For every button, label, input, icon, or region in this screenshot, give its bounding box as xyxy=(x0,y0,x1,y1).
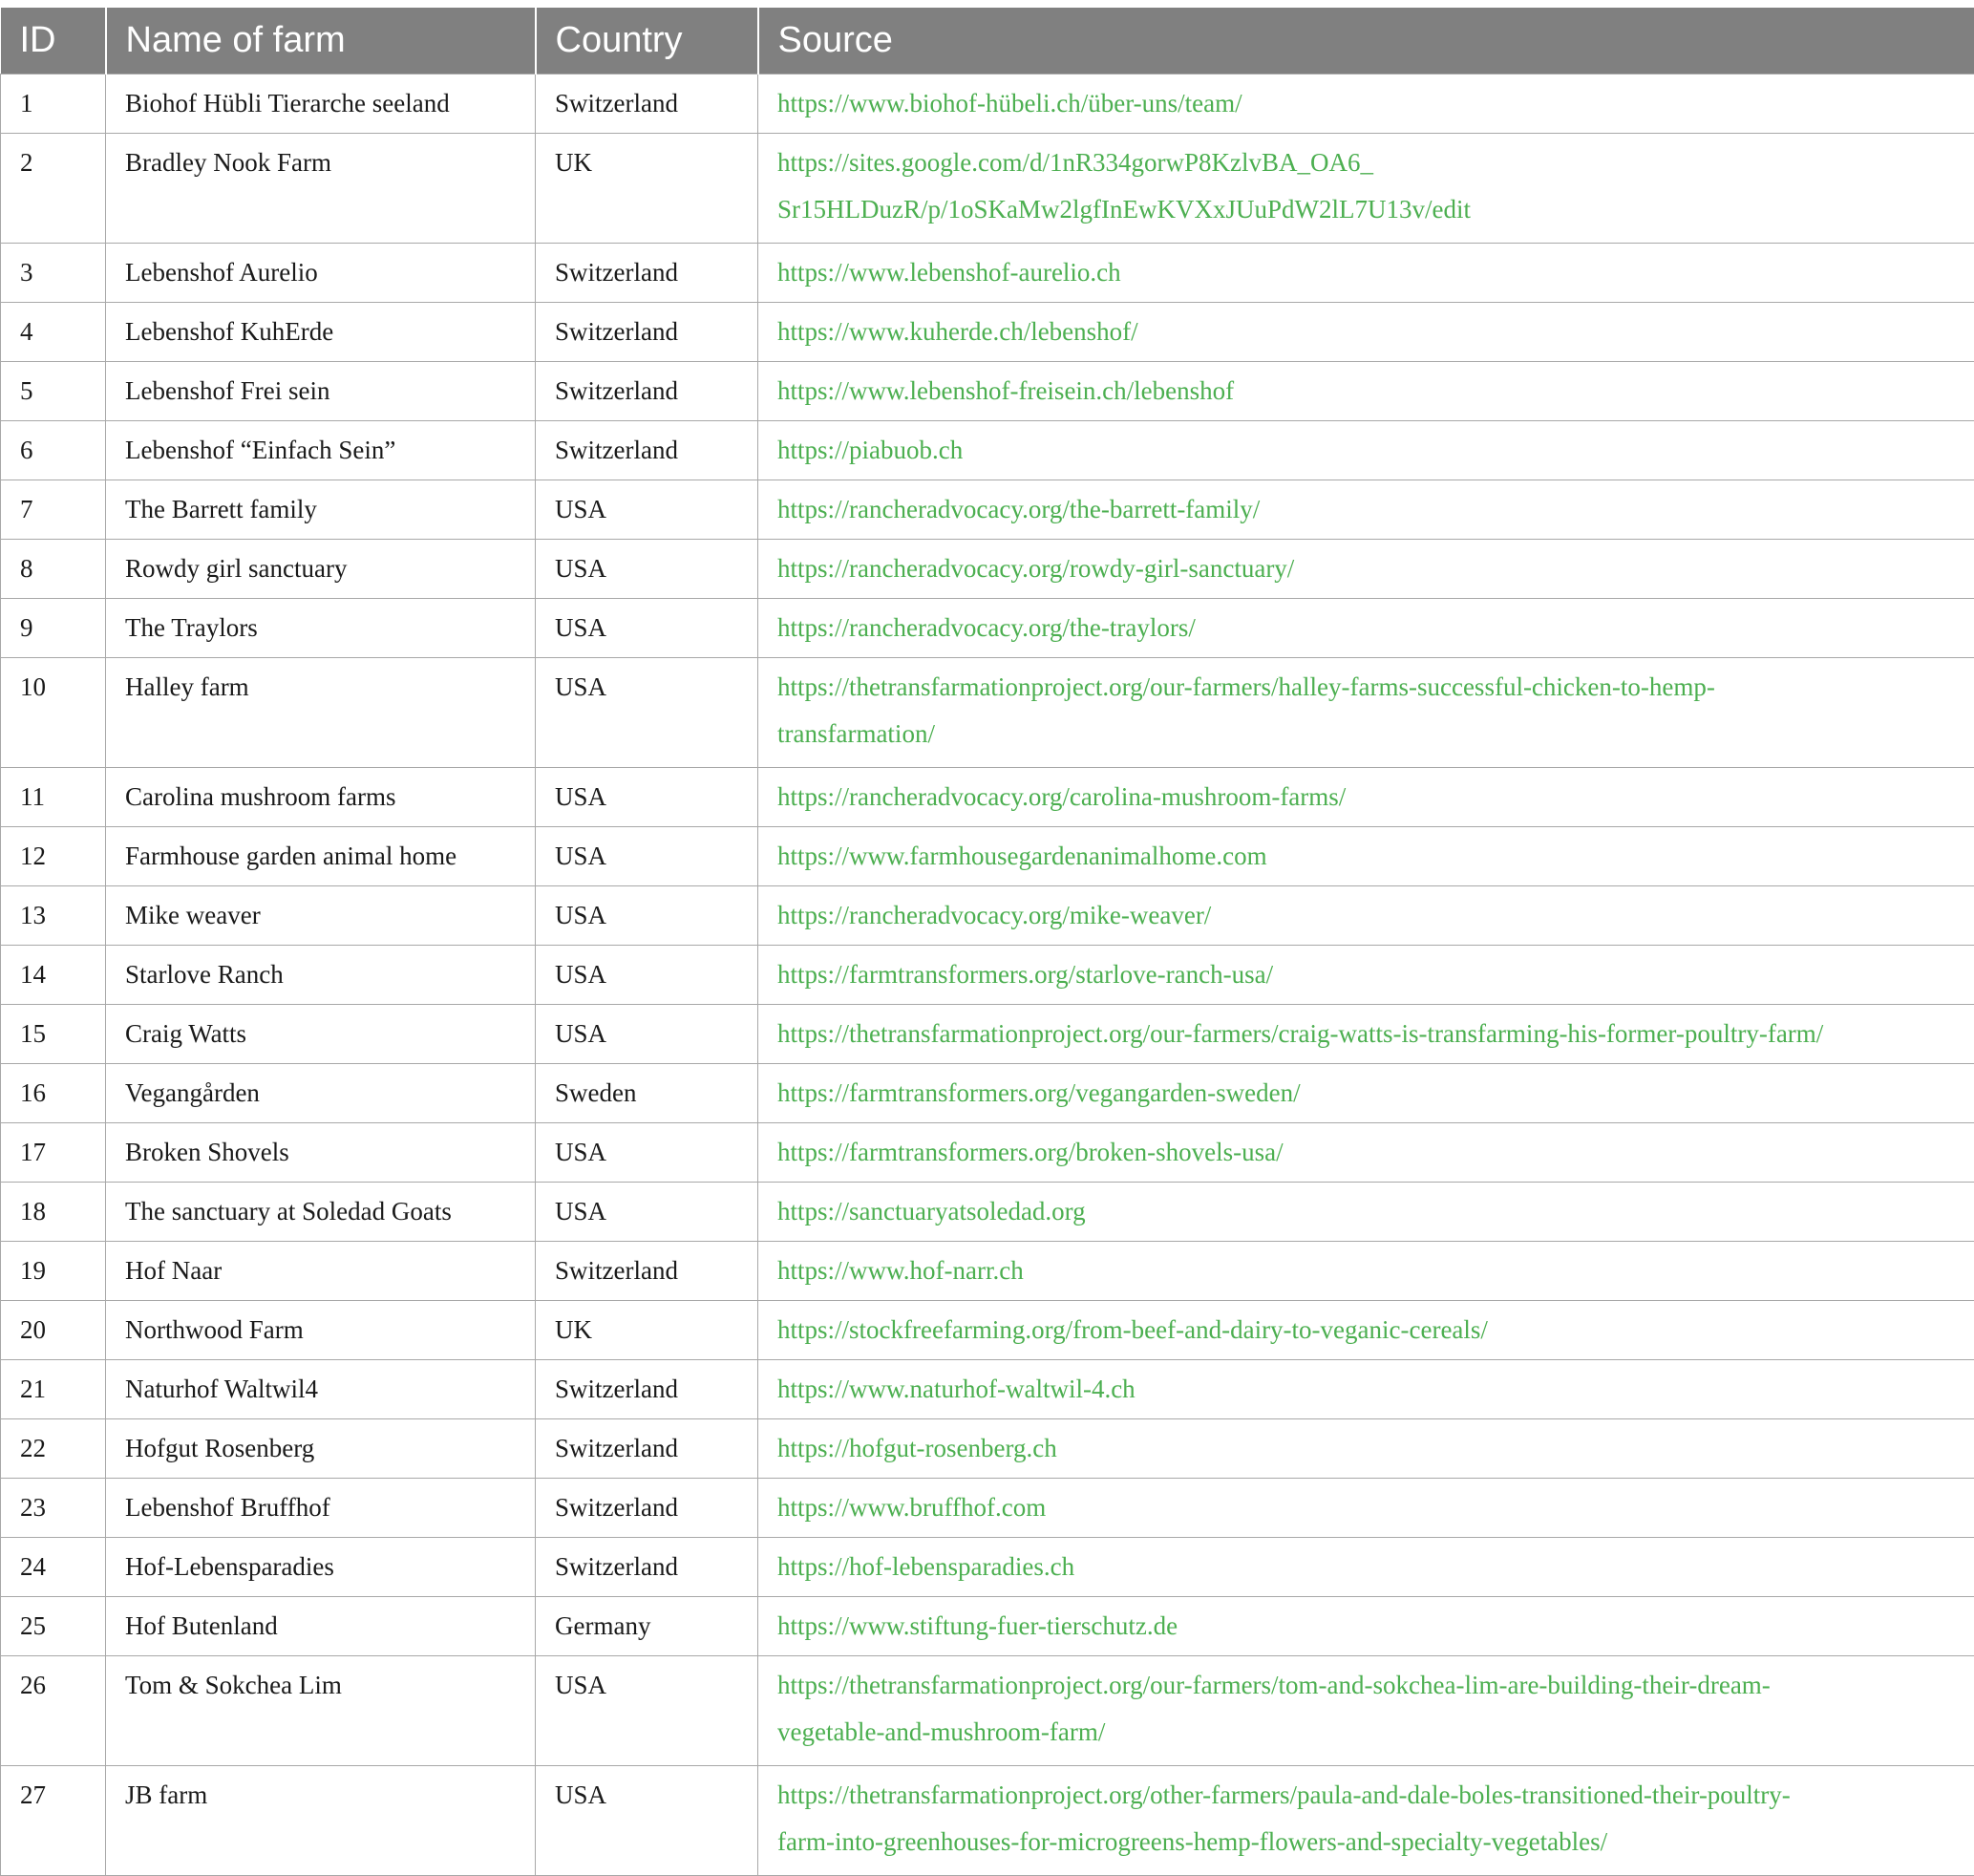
cell-farm-name: Halley farm xyxy=(106,657,536,767)
cell-source[interactable] xyxy=(758,1418,1974,1478)
cell-country: USA xyxy=(536,480,758,539)
source-link[interactable]: https://thetransfarmationproject.org/our-farmers/craig-watts-is-transfarming-his-former-poultry-farm/ xyxy=(777,1011,1955,1057)
table-row xyxy=(1,1359,1974,1418)
cell-country: USA xyxy=(536,1655,758,1765)
cell-id: 18 xyxy=(1,1182,106,1241)
cell-id: 25 xyxy=(1,1596,106,1655)
cell-source[interactable] xyxy=(758,539,1974,598)
table-row xyxy=(1,1004,1974,1063)
source-link[interactable]: farm-into-greenhouses-for-microgreens-hemp-flowers-and-specialty-vegetables/ xyxy=(777,1819,1955,1865)
source-link[interactable]: https://sanctuaryatsoledad.org xyxy=(777,1188,1955,1235)
cell-id: 16 xyxy=(1,1063,106,1122)
cell-id: 8 xyxy=(1,539,106,598)
cell-farm-name: Naturhof Waltwil4 xyxy=(106,1359,536,1418)
cell-id: 12 xyxy=(1,826,106,885)
cell-source[interactable] xyxy=(758,1655,1974,1765)
cell-country: Switzerland xyxy=(536,1418,758,1478)
source-link[interactable]: https://hof-lebensparadies.ch xyxy=(777,1544,1955,1590)
cell-farm-name: Northwood Farm xyxy=(106,1300,536,1359)
cell-country: USA xyxy=(536,598,758,657)
cell-id: 19 xyxy=(1,1241,106,1300)
table-row xyxy=(1,133,1974,243)
table-row xyxy=(1,885,1974,945)
cell-id: 4 xyxy=(1,302,106,361)
header-source: Source xyxy=(758,8,1974,74)
cell-source[interactable] xyxy=(758,1537,1974,1596)
cell-id: 5 xyxy=(1,361,106,420)
cell-id: 6 xyxy=(1,420,106,480)
cell-farm-name: Craig Watts xyxy=(106,1004,536,1063)
table-header xyxy=(1,8,1974,74)
source-link[interactable]: https://thetransfarmationproject.org/other-farmers/paula-and-dale-boles-transitioned-their-poultry- xyxy=(777,1772,1955,1819)
cell-source[interactable] xyxy=(758,1359,1974,1418)
table-row xyxy=(1,302,1974,361)
cell-country: Switzerland xyxy=(536,420,758,480)
source-link[interactable]: https://hofgut-rosenberg.ch xyxy=(777,1425,1955,1472)
header-country: Country xyxy=(536,8,758,74)
table-row xyxy=(1,657,1974,767)
cell-source[interactable] xyxy=(758,361,1974,420)
source-link[interactable]: https://www.bruffhof.com xyxy=(777,1484,1955,1531)
cell-farm-name: Biohof Hübli Tierarche seeland xyxy=(106,74,536,133)
cell-source[interactable] xyxy=(758,826,1974,885)
cell-farm-name: Mike weaver xyxy=(106,885,536,945)
table-row xyxy=(1,1765,1974,1875)
cell-farm-name: Broken Shovels xyxy=(106,1122,536,1182)
cell-farm-name: Hof Butenland xyxy=(106,1596,536,1655)
cell-id: 3 xyxy=(1,243,106,302)
cell-id: 26 xyxy=(1,1655,106,1765)
table-row xyxy=(1,1418,1974,1478)
source-link[interactable]: https://rancheradvocacy.org/mike-weaver/ xyxy=(777,892,1955,939)
source-link[interactable]: https://rancheradvocacy.org/the-traylors/ xyxy=(777,605,1955,651)
cell-id: 21 xyxy=(1,1359,106,1418)
source-link[interactable]: Sr15HLDuzR/p/1oSKaMw2lgfInEwKVXxJUuPdW2lL7U13v/edit xyxy=(777,186,1955,233)
cell-farm-name: JB farm xyxy=(106,1765,536,1875)
cell-country: USA xyxy=(536,1182,758,1241)
source-link[interactable]: https://thetransfarmationproject.org/our-farmers/halley-farms-successful-chicken-to-hemp- xyxy=(777,664,1955,711)
cell-country: USA xyxy=(536,1765,758,1875)
table-row xyxy=(1,539,1974,598)
cell-source[interactable] xyxy=(758,1063,1974,1122)
source-link[interactable]: https://www.farmhousegardenanimalhome.com xyxy=(777,833,1955,880)
cell-farm-name: Lebenshof Frei sein xyxy=(106,361,536,420)
header-name: Name of farm xyxy=(106,8,536,74)
cell-id: 2 xyxy=(1,133,106,243)
cell-country: USA xyxy=(536,945,758,1004)
source-link[interactable]: https://www.stiftung-fuer-tierschutz.de xyxy=(777,1603,1955,1650)
source-link[interactable]: https://www.hof-narr.ch xyxy=(777,1247,1955,1294)
table-row xyxy=(1,1300,1974,1359)
cell-id: 9 xyxy=(1,598,106,657)
source-link[interactable]: https://www.lebenshof-aurelio.ch xyxy=(777,249,1955,296)
cell-source[interactable] xyxy=(758,657,1974,767)
cell-country: Switzerland xyxy=(536,1241,758,1300)
cell-farm-name: Hof Naar xyxy=(106,1241,536,1300)
farms-table xyxy=(0,8,1974,1876)
table-row xyxy=(1,243,1974,302)
cell-source[interactable] xyxy=(758,1300,1974,1359)
header-row xyxy=(1,8,1974,74)
table-row xyxy=(1,598,1974,657)
cell-id: 15 xyxy=(1,1004,106,1063)
cell-source[interactable] xyxy=(758,1478,1974,1537)
source-link[interactable]: https://piabuob.ch xyxy=(777,427,1955,474)
cell-country: UK xyxy=(536,1300,758,1359)
table-row xyxy=(1,480,1974,539)
cell-id: 27 xyxy=(1,1765,106,1875)
source-link[interactable]: https://www.biohof-hübeli.ch/über-uns/team/ xyxy=(777,80,1955,127)
source-link[interactable]: https://www.naturhof-waltwil-4.ch xyxy=(777,1366,1955,1413)
cell-id: 22 xyxy=(1,1418,106,1478)
cell-source[interactable] xyxy=(758,133,1974,243)
source-link[interactable]: https://farmtransformers.org/broken-shovels-usa/ xyxy=(777,1129,1955,1176)
cell-farm-name: Lebenshof Bruffhof xyxy=(106,1478,536,1537)
cell-id: 23 xyxy=(1,1478,106,1537)
table-body xyxy=(1,74,1974,1875)
table-row xyxy=(1,767,1974,826)
cell-source[interactable] xyxy=(758,74,1974,133)
source-link[interactable]: transfarmation/ xyxy=(777,711,1955,757)
table-row xyxy=(1,1537,1974,1596)
table-row xyxy=(1,1122,1974,1182)
cell-farm-name: Tom & Sokchea Lim xyxy=(106,1655,536,1765)
table-row xyxy=(1,1596,1974,1655)
cell-farm-name: Hofgut Rosenberg xyxy=(106,1418,536,1478)
source-link[interactable]: https://stockfreefarming.org/from-beef-and-dairy-to-veganic-cereals/ xyxy=(777,1307,1955,1354)
cell-id: 11 xyxy=(1,767,106,826)
source-link[interactable]: vegetable-and-mushroom-farm/ xyxy=(777,1709,1955,1756)
cell-source[interactable] xyxy=(758,885,1974,945)
cell-id: 14 xyxy=(1,945,106,1004)
table-row xyxy=(1,1655,1974,1765)
cell-id: 10 xyxy=(1,657,106,767)
cell-country: USA xyxy=(536,1122,758,1182)
cell-country: USA xyxy=(536,767,758,826)
cell-country: USA xyxy=(536,539,758,598)
cell-farm-name: Carolina mushroom farms xyxy=(106,767,536,826)
source-link[interactable]: https://farmtransformers.org/starlove-ranch-usa/ xyxy=(777,951,1955,998)
cell-id: 17 xyxy=(1,1122,106,1182)
cell-source[interactable] xyxy=(758,302,1974,361)
table-row xyxy=(1,826,1974,885)
cell-source[interactable] xyxy=(758,480,1974,539)
table-row xyxy=(1,1063,1974,1122)
cell-farm-name: Hof-Lebensparadies xyxy=(106,1537,536,1596)
cell-farm-name: Starlove Ranch xyxy=(106,945,536,1004)
cell-farm-name: Lebenshof KuhErde xyxy=(106,302,536,361)
cell-source[interactable] xyxy=(758,420,1974,480)
source-link[interactable]: https://www.lebenshof-freisein.ch/lebenshof xyxy=(777,368,1955,415)
cell-farm-name: Lebenshof “Einfach Sein” xyxy=(106,420,536,480)
cell-id: 13 xyxy=(1,885,106,945)
source-link[interactable]: https://thetransfarmationproject.org/our-farmers/tom-and-sokchea-lim-are-building-their-dream- xyxy=(777,1662,1955,1709)
table-row xyxy=(1,1478,1974,1537)
cell-id: 7 xyxy=(1,480,106,539)
cell-source[interactable] xyxy=(758,1004,1974,1063)
cell-country: Switzerland xyxy=(536,1537,758,1596)
cell-farm-name: Bradley Nook Farm xyxy=(106,133,536,243)
cell-country: USA xyxy=(536,657,758,767)
cell-source[interactable] xyxy=(758,598,1974,657)
cell-id: 20 xyxy=(1,1300,106,1359)
cell-country: USA xyxy=(536,885,758,945)
cell-country: USA xyxy=(536,1004,758,1063)
source-link[interactable]: https://farmtransformers.org/vegangarden-sweden/ xyxy=(777,1070,1955,1117)
source-link[interactable]: https://rancheradvocacy.org/carolina-mushroom-farms/ xyxy=(777,774,1955,821)
header-id: ID xyxy=(1,8,106,74)
cell-farm-name: The Traylors xyxy=(106,598,536,657)
cell-farm-name: Lebenshof Aurelio xyxy=(106,243,536,302)
cell-source[interactable] xyxy=(758,767,1974,826)
table-row xyxy=(1,1241,1974,1300)
cell-farm-name: Rowdy girl sanctuary xyxy=(106,539,536,598)
source-link[interactable]: https://rancheradvocacy.org/the-barrett-family/ xyxy=(777,486,1955,533)
cell-source[interactable] xyxy=(758,1765,1974,1875)
cell-country: Switzerland xyxy=(536,243,758,302)
cell-farm-name: Vegangården xyxy=(106,1063,536,1122)
table-row xyxy=(1,361,1974,420)
source-link[interactable]: https://sites.google.com/d/1nR334gorwP8KzlvBA_OA6_ xyxy=(777,139,1955,186)
cell-country: Germany xyxy=(536,1596,758,1655)
cell-farm-name: The sanctuary at Soledad Goats xyxy=(106,1182,536,1241)
cell-source[interactable] xyxy=(758,243,1974,302)
cell-source[interactable] xyxy=(758,1182,1974,1241)
table-row xyxy=(1,420,1974,480)
cell-id: 1 xyxy=(1,74,106,133)
cell-country: Switzerland xyxy=(536,1478,758,1537)
cell-country: Sweden xyxy=(536,1063,758,1122)
table-row xyxy=(1,1182,1974,1241)
cell-farm-name: The Barrett family xyxy=(106,480,536,539)
cell-country: Switzerland xyxy=(536,74,758,133)
cell-farm-name: Farmhouse garden animal home xyxy=(106,826,536,885)
table-row xyxy=(1,74,1974,133)
cell-country: Switzerland xyxy=(536,1359,758,1418)
cell-country: Switzerland xyxy=(536,302,758,361)
cell-country: Switzerland xyxy=(536,361,758,420)
cell-source[interactable] xyxy=(758,1241,1974,1300)
cell-country: UK xyxy=(536,133,758,243)
source-link[interactable]: https://rancheradvocacy.org/rowdy-girl-sanctuary/ xyxy=(777,545,1955,592)
cell-country: USA xyxy=(536,826,758,885)
cell-source[interactable] xyxy=(758,1596,1974,1655)
source-link[interactable]: https://www.kuherde.ch/lebenshof/ xyxy=(777,309,1955,355)
cell-source[interactable] xyxy=(758,945,1974,1004)
table-row xyxy=(1,945,1974,1004)
cell-source[interactable] xyxy=(758,1122,1974,1182)
cell-id: 24 xyxy=(1,1537,106,1596)
